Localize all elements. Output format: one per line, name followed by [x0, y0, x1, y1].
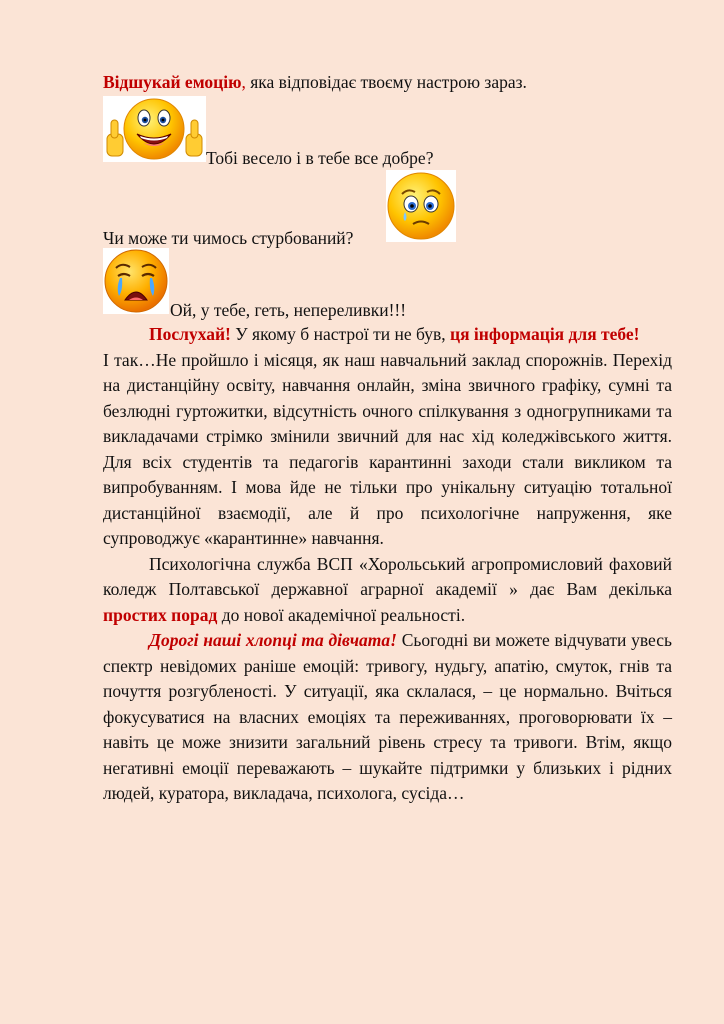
listen-lead: Послухай! — [149, 324, 231, 344]
question-happy: Тобі весело і в тебе все добре? — [206, 148, 434, 168]
question-crying: Ой, у тебе, геть, непереливки!!! — [170, 300, 407, 320]
paragraph-students — [103, 628, 672, 807]
paragraph2-after: до нової академічної реальності. — [217, 604, 466, 625]
paragraph2-before: Психологічна служба ВСП «Хорольський агропромисловий фаховий коледж Полтавської державної аграрної академії » дає Вам декілька — [103, 553, 672, 599]
happy-thumbs-up-smiley-icon — [103, 96, 206, 162]
intro-highlight: Відшукай емоцію — [103, 72, 242, 92]
listen-middle: У якому б настрої ти не був, — [230, 324, 450, 344]
intro-rest: яка відповідає твоєму настрою зараз. — [245, 72, 527, 92]
question-worried: Чи може ти чимось стурбований? — [103, 228, 354, 248]
intro-line — [103, 70, 527, 94]
paragraph3-text: Сьогодні ви можете відчувати увесь спектр невідомих раніше емоцій: тривогу, нудьгу, апатію, смуток, гнів та почуття розгубленості. У ситуації, яка склалася, – це нормально. Вчіться фокусуватися на власних емоціях та переживаннях, проговорювати їх – навіть це може знизити загальний рівень стресу та тривоги. Втім, якщо негативні емоції переважають – шукайте підтримки у близьких і рідних людей, куратора, викладача, психолога, сусіда… — [103, 630, 672, 803]
intro-comma: , — [241, 72, 246, 92]
listen-highlight: ця інформація для тебе! — [449, 324, 640, 344]
worried-smiley-icon — [386, 170, 456, 242]
paragraph-quarantine: І так…Не пройшло і місяця, як наш навчальний заклад спорожнів. Перехід на дистанційну освіту, навчання онлайн, зміна звичного графіку, сумні та безлюдні гуртожитки, відсутність очного спілкування з одногрупниками та викладачами стрімко змінили звичний для нас хід коледжівського життя. Для всіх студентів та педагогів карантинні заходи стали викликом та випробуванням. І мова йде не тільки про унікальну ситуацію тотальної дистанційної взаємодії, але й про психологічне напруження, яке супроводжує «карантинне» навчання. — [103, 349, 672, 548]
article-body — [103, 322, 672, 807]
crying-smiley-icon — [103, 248, 169, 314]
paragraph2-highlight: простих порад — [103, 604, 218, 625]
paragraph3-lead: Дорогі наші хлопці та дівчата! — [149, 630, 397, 650]
paragraph-psych-service — [103, 552, 672, 629]
listen-paragraph — [103, 322, 672, 348]
